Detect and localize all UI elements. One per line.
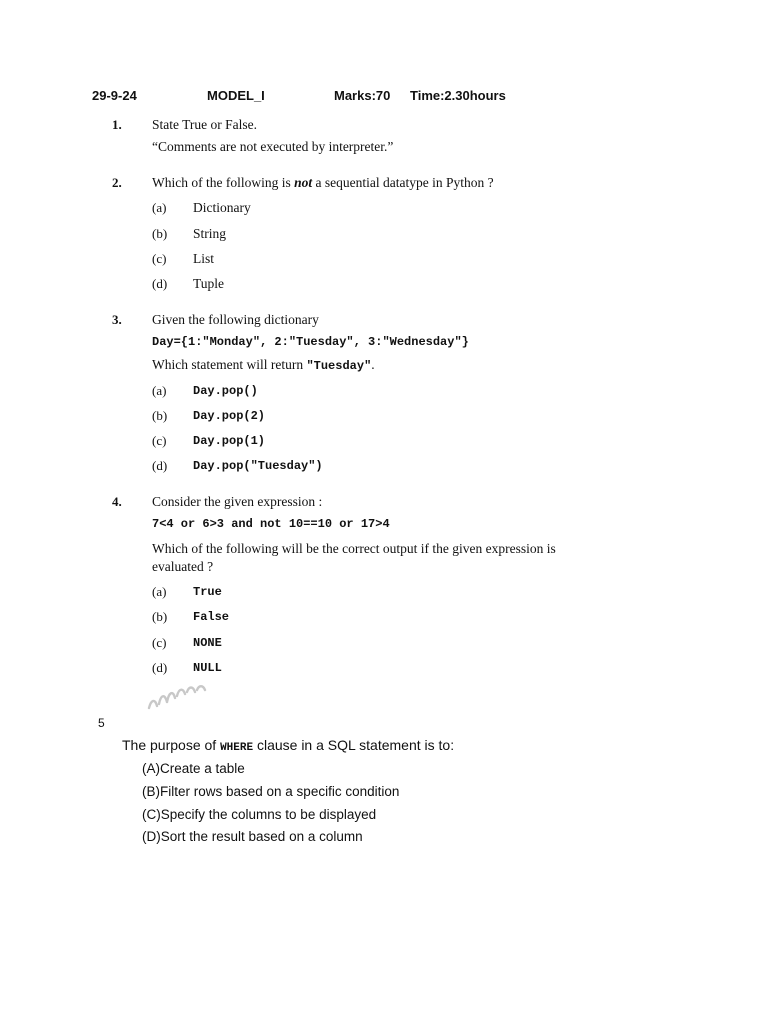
- q4-option-d-label: (d): [152, 660, 168, 675]
- q2-option-d-text: Tuple: [193, 276, 225, 291]
- q2-option-c-label: (c): [152, 251, 167, 266]
- exam-model: MODEL_I: [207, 88, 265, 103]
- q3-option-b-label: (b): [152, 408, 168, 423]
- q3-line3-pre: Which statement will return: [152, 357, 307, 372]
- q3-option-d-text: Day.pop("Tuesday"): [193, 459, 323, 473]
- q5-stem-code: WHERE: [220, 742, 254, 754]
- q4-option-c-label: (c): [152, 635, 167, 650]
- q4-option-c-text: NONE: [193, 636, 222, 650]
- q4-code: 7<4 or 6>3 and not 10==10 or 17>4: [152, 517, 390, 531]
- q3-line3-post: .: [371, 357, 375, 372]
- q3-line1: Given the following dictionary: [152, 312, 319, 327]
- q4-line3a: Which of the following will be the correct output if the given expression is: [152, 541, 556, 556]
- q2-stem-post: a sequential datatype in Python ?: [312, 175, 494, 190]
- q3-line3: [152, 357, 375, 373]
- q3-option-d-label: (d): [152, 458, 168, 473]
- q2-option-b-label: (b): [152, 226, 168, 241]
- q4-number: 4.: [112, 494, 122, 509]
- q5-stem: [122, 737, 454, 754]
- q4-option-a-label: (a): [152, 584, 167, 599]
- q5-number: 5: [98, 716, 105, 730]
- exam-time: Time:2.30hours: [410, 88, 506, 103]
- q1-line2: “Comments are not executed by interpreter.”: [152, 139, 394, 154]
- q5-option-c: (C)Specify the columns to be displayed: [142, 807, 377, 822]
- q3-option-a-label: (a): [152, 383, 167, 398]
- q5-option-d: (D)Sort the result based on a column: [142, 829, 363, 844]
- q2-option-b-text: String: [193, 226, 227, 241]
- q5-option-a: (A)Create a table: [142, 761, 245, 776]
- q3-option-c-text: Day.pop(1): [193, 434, 266, 448]
- q1-number: 1.: [112, 117, 122, 132]
- q2-option-c-text: List: [193, 251, 215, 266]
- q2-stem-emphasis: not: [294, 175, 313, 190]
- q4-option-b-label: (b): [152, 609, 168, 624]
- q2-number: 2.: [112, 175, 122, 190]
- q2-option-a-text: Dictionary: [193, 200, 251, 215]
- q3-option-a-text: Day.pop(): [193, 384, 258, 398]
- q3-code: Day={1:"Monday", 2:"Tuesday", 3:"Wednesday"}: [152, 335, 469, 349]
- q2-stem: [152, 175, 494, 191]
- q5-stem-pre: The purpose of: [122, 737, 221, 753]
- q5-stem-post: clause in a SQL statement is to:: [253, 737, 455, 753]
- q2-option-a-label: (a): [152, 200, 167, 215]
- exam-date: 29-9-24: [92, 88, 137, 103]
- scribble-mark: [145, 682, 215, 712]
- q5-option-b: (B)Filter rows based on a specific condition: [142, 784, 400, 799]
- q3-option-c-label: (c): [152, 433, 167, 448]
- q1-line1: State True or False.: [152, 117, 258, 132]
- q4-option-d-text: NULL: [193, 661, 222, 675]
- q3-option-b-text: Day.pop(2): [193, 409, 266, 423]
- exam-marks: Marks:70: [334, 88, 391, 103]
- q4-line1: Consider the given expression :: [152, 494, 323, 509]
- q2-stem-pre: Which of the following is: [152, 175, 295, 190]
- q3-line3-code: "Tuesday": [306, 359, 372, 373]
- q3-number: 3.: [112, 312, 122, 327]
- q4-option-b-text: False: [193, 610, 230, 624]
- q4-line3b: evaluated ?: [152, 559, 214, 574]
- q2-option-d-label: (d): [152, 276, 168, 291]
- q4-option-a-text: True: [193, 585, 222, 599]
